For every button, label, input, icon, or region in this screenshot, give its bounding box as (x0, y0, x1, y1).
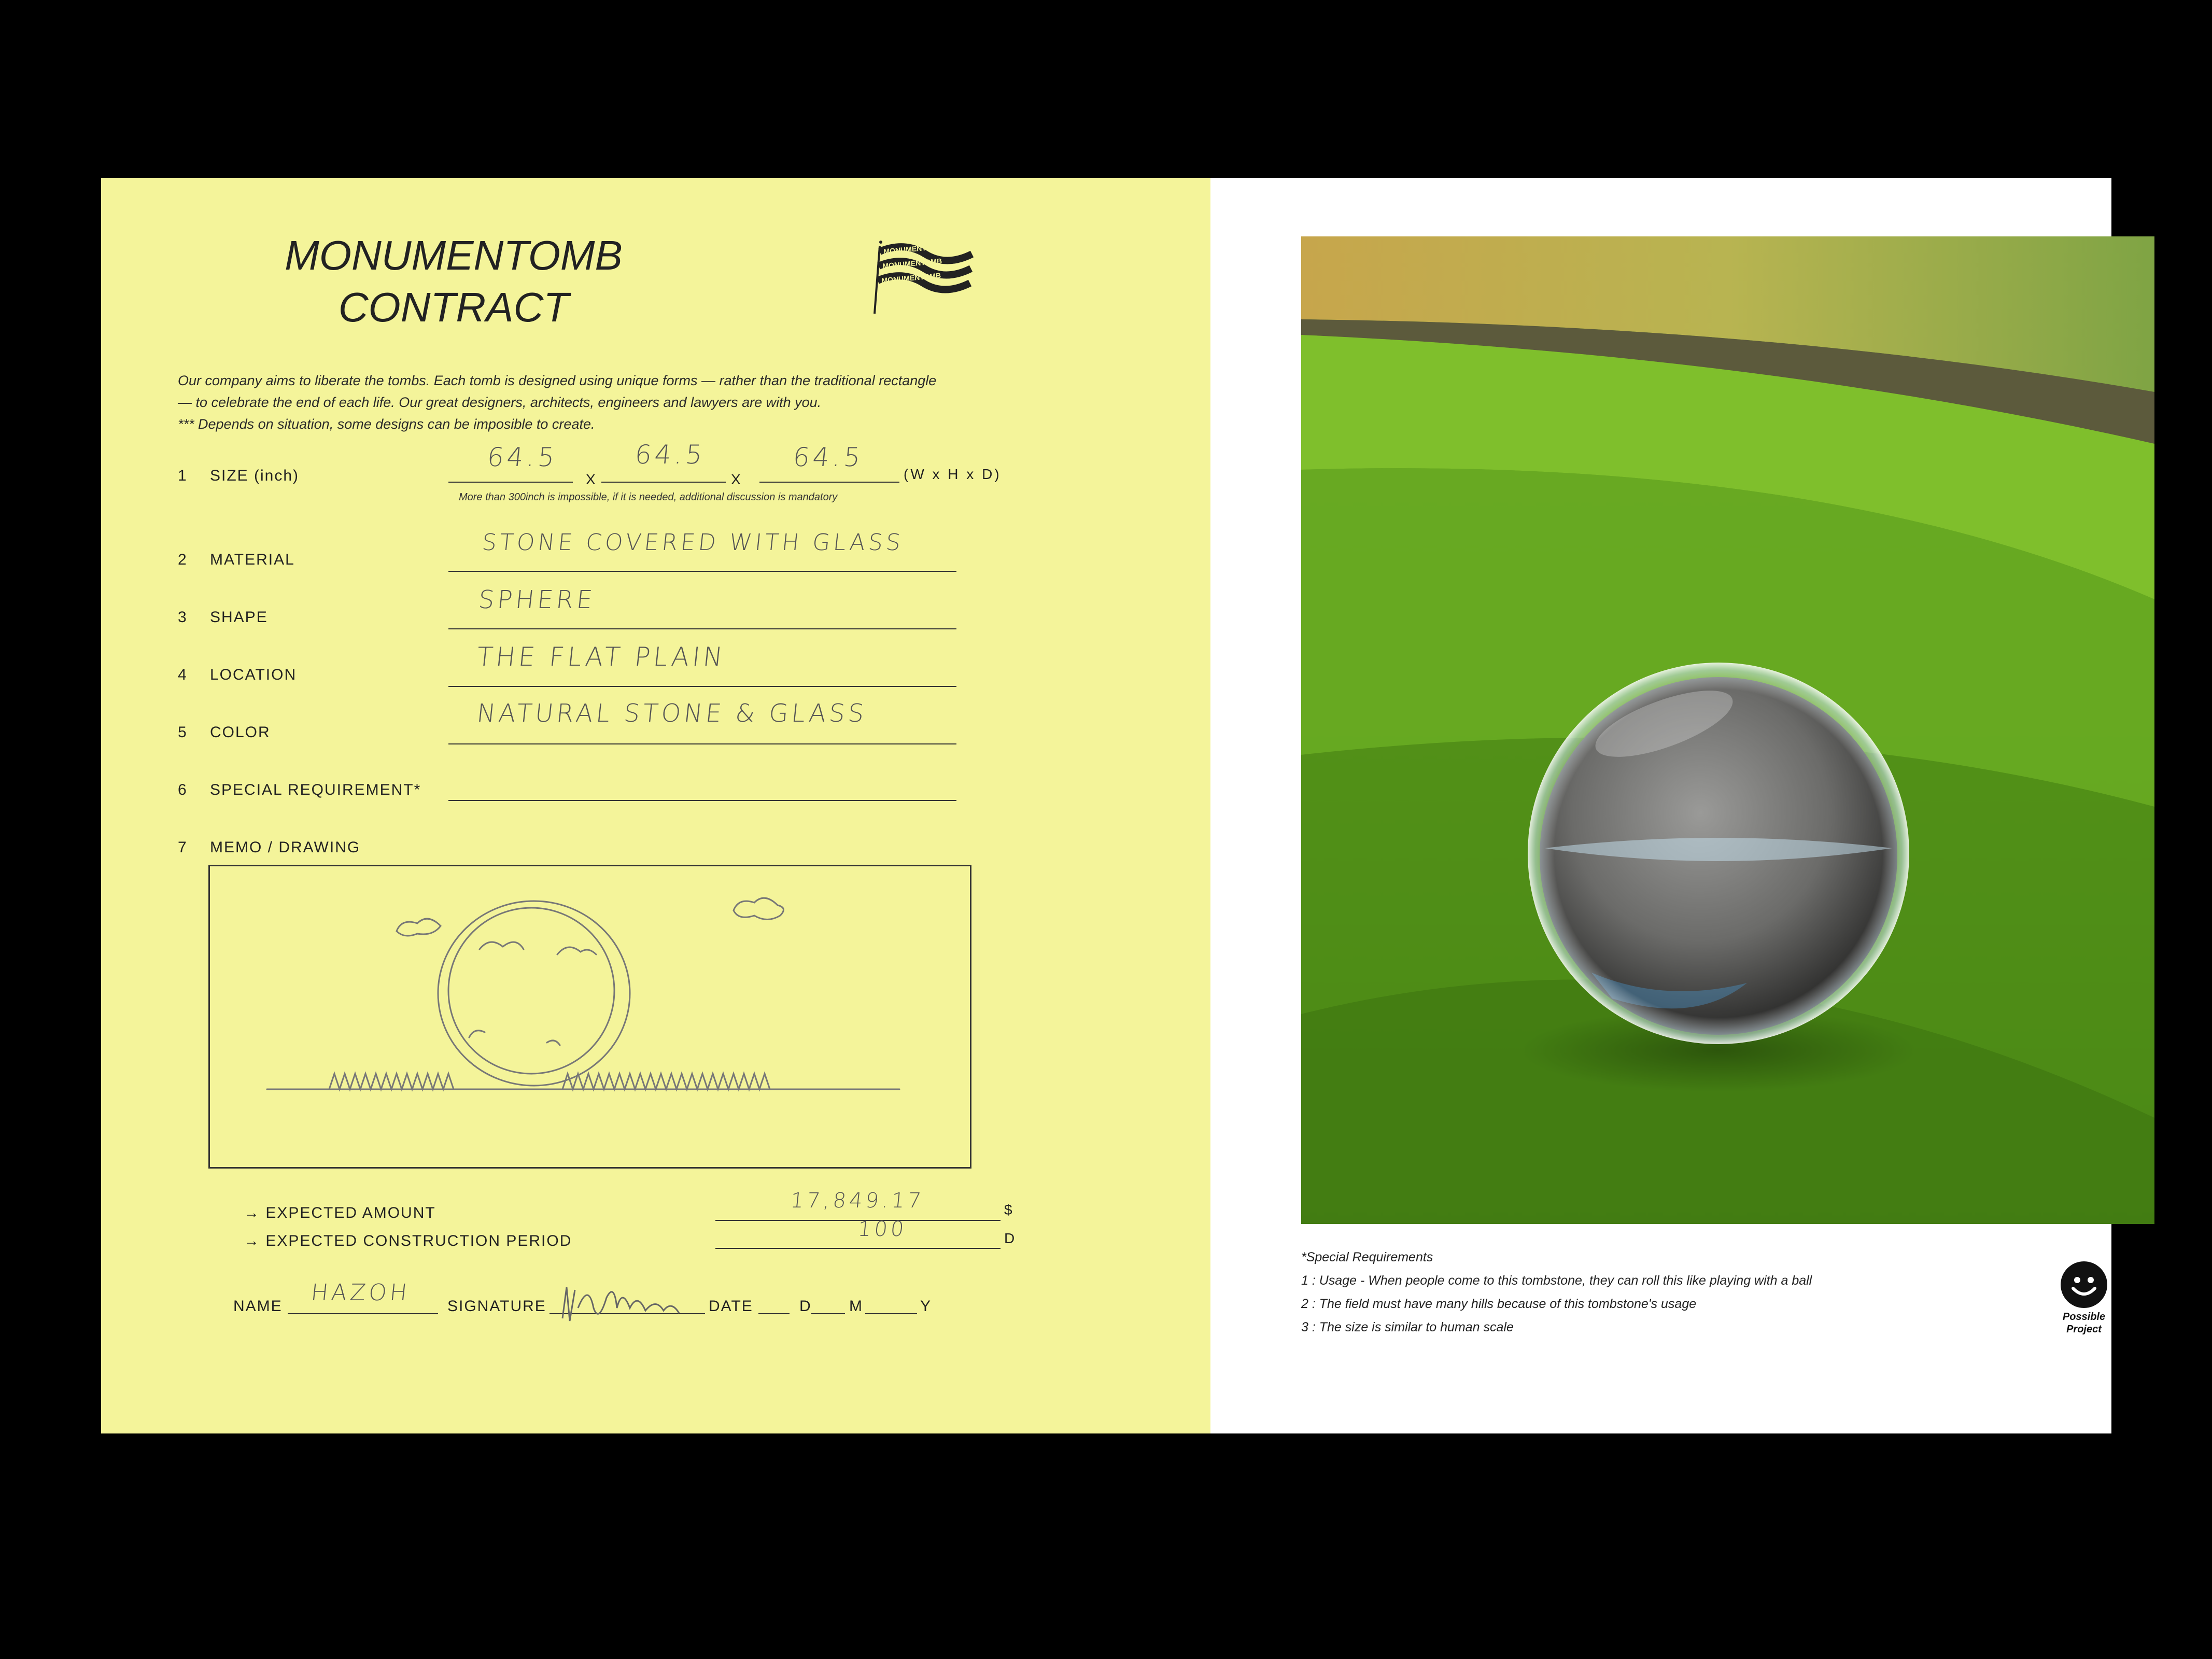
svg-text:MONUMENTOMB: MONUMENTOMB (881, 271, 941, 285)
flag-logo-icon (868, 236, 982, 319)
handwritten-signature (552, 1277, 708, 1329)
requirement-item: 1 : Usage - When people come to this tombstone, they can roll this like playing with a ball (1301, 1273, 1812, 1288)
svg-text:MONUMENTOMB: MONUMENTOMB (882, 257, 942, 270)
size-x-symbol: X (586, 471, 598, 487)
field-number: 1 (178, 467, 188, 484)
location-value: THE FLAT PLAIN (475, 642, 727, 672)
special-requirement-line (448, 800, 956, 801)
date-label: DATE (709, 1298, 753, 1315)
magazine-spread (101, 178, 2111, 1433)
color-value: NATURAL STONE & GLASS (475, 699, 869, 728)
period-unit: D (1004, 1230, 1017, 1246)
brand-line-2: Project (2066, 1324, 2102, 1335)
brand-line-1: Possible (2062, 1311, 2106, 1323)
field-number: 3 (178, 609, 188, 626)
intro-line: — to celebrate the end of each life. Our great designers, architects, engineers and lawyers are with you. (178, 395, 822, 410)
field-number: 2 (178, 551, 188, 568)
title-line-2: CONTRACT (338, 284, 569, 330)
expected-amount-label: → EXPECTED AMOUNT (244, 1204, 436, 1221)
expected-period-line (715, 1248, 1001, 1249)
svg-text:MONUMENTOMB: MONUMENTOMB (883, 242, 943, 256)
name-label: NAME (233, 1298, 283, 1315)
expected-amount-line (715, 1220, 1001, 1221)
field-label: LOCATION (210, 666, 297, 683)
field-label: MATERIAL (210, 551, 295, 568)
color-line (448, 743, 956, 744)
smiley-face-icon (2061, 1261, 2107, 1308)
possible-project-logo (2050, 1261, 2118, 1335)
size-depth-value: 64.5 (791, 442, 865, 472)
expected-period-value: 100 (856, 1217, 908, 1241)
material-value: STONE COVERED WITH GLASS (481, 529, 905, 556)
expected-period-label: → EXPECTED CONSTRUCTION PERIOD (244, 1232, 572, 1249)
requirement-item: 2 : The field must have many hills because of this tombstone's usage (1301, 1297, 1697, 1311)
location-line (448, 686, 956, 687)
contract-page (101, 178, 1210, 1433)
size-height-line (601, 482, 726, 483)
date-day-letter: D (799, 1298, 812, 1315)
field-label: SPECIAL REQUIREMENT* (210, 781, 421, 798)
size-height-value: 64.5 (633, 440, 707, 470)
requirement-item: 3 : The size is similar to human scale (1301, 1320, 1514, 1334)
field-label: SIZE (inch) (210, 467, 300, 484)
sphere-on-field-photo (1301, 236, 2154, 1224)
date-year-letter: Y (920, 1298, 932, 1315)
shape-line (448, 628, 956, 629)
size-depth-line (759, 482, 899, 483)
intro-text (178, 370, 1111, 435)
name-value: HAZOH (309, 1280, 412, 1306)
field-label: COLOR (210, 724, 271, 741)
field-number: 7 (178, 839, 188, 856)
signature-label: SIGNATURE (447, 1298, 546, 1315)
size-x-symbol: X (731, 471, 743, 487)
date-day-line (758, 1313, 790, 1314)
date-month-letter: M (849, 1298, 863, 1315)
memo-drawing-box (208, 865, 971, 1169)
field-number: 5 (178, 724, 188, 741)
field-number: 6 (178, 781, 188, 798)
special-requirements (1301, 1246, 1812, 1339)
size-width-line (448, 482, 573, 483)
size-note: More than 300inch is impossible, if it is needed, additional discussion is mandatory (459, 491, 838, 503)
size-width-value: 64.5 (485, 442, 559, 472)
title-line-1: MONUMENTOMB (285, 232, 623, 278)
intro-line: Our company aims to liberate the tombs. Each tomb is designed using unique forms — rather than the traditional rectangle (178, 373, 937, 388)
size-unit: (W x H x D) (904, 466, 1002, 482)
field-label: MEMO / DRAWING (210, 839, 361, 856)
material-line (448, 571, 956, 572)
field-label: SHAPE (210, 609, 268, 626)
expected-amount-value: 17,849.17 (789, 1189, 925, 1213)
requirements-title: *Special Requirements (1301, 1250, 1433, 1264)
date-month-line (811, 1313, 845, 1314)
intro-line: *** Depends on situation, some designs can be imposible to create. (178, 416, 595, 432)
pencil-sketch-sphere (210, 866, 970, 1167)
contract-title (246, 230, 661, 333)
photo-page (1210, 178, 2111, 1433)
field-number: 4 (178, 666, 188, 683)
amount-unit: $ (1004, 1202, 1015, 1218)
date-year-line (865, 1313, 917, 1314)
shape-value: SPHERE (477, 585, 597, 614)
name-line (288, 1313, 438, 1314)
